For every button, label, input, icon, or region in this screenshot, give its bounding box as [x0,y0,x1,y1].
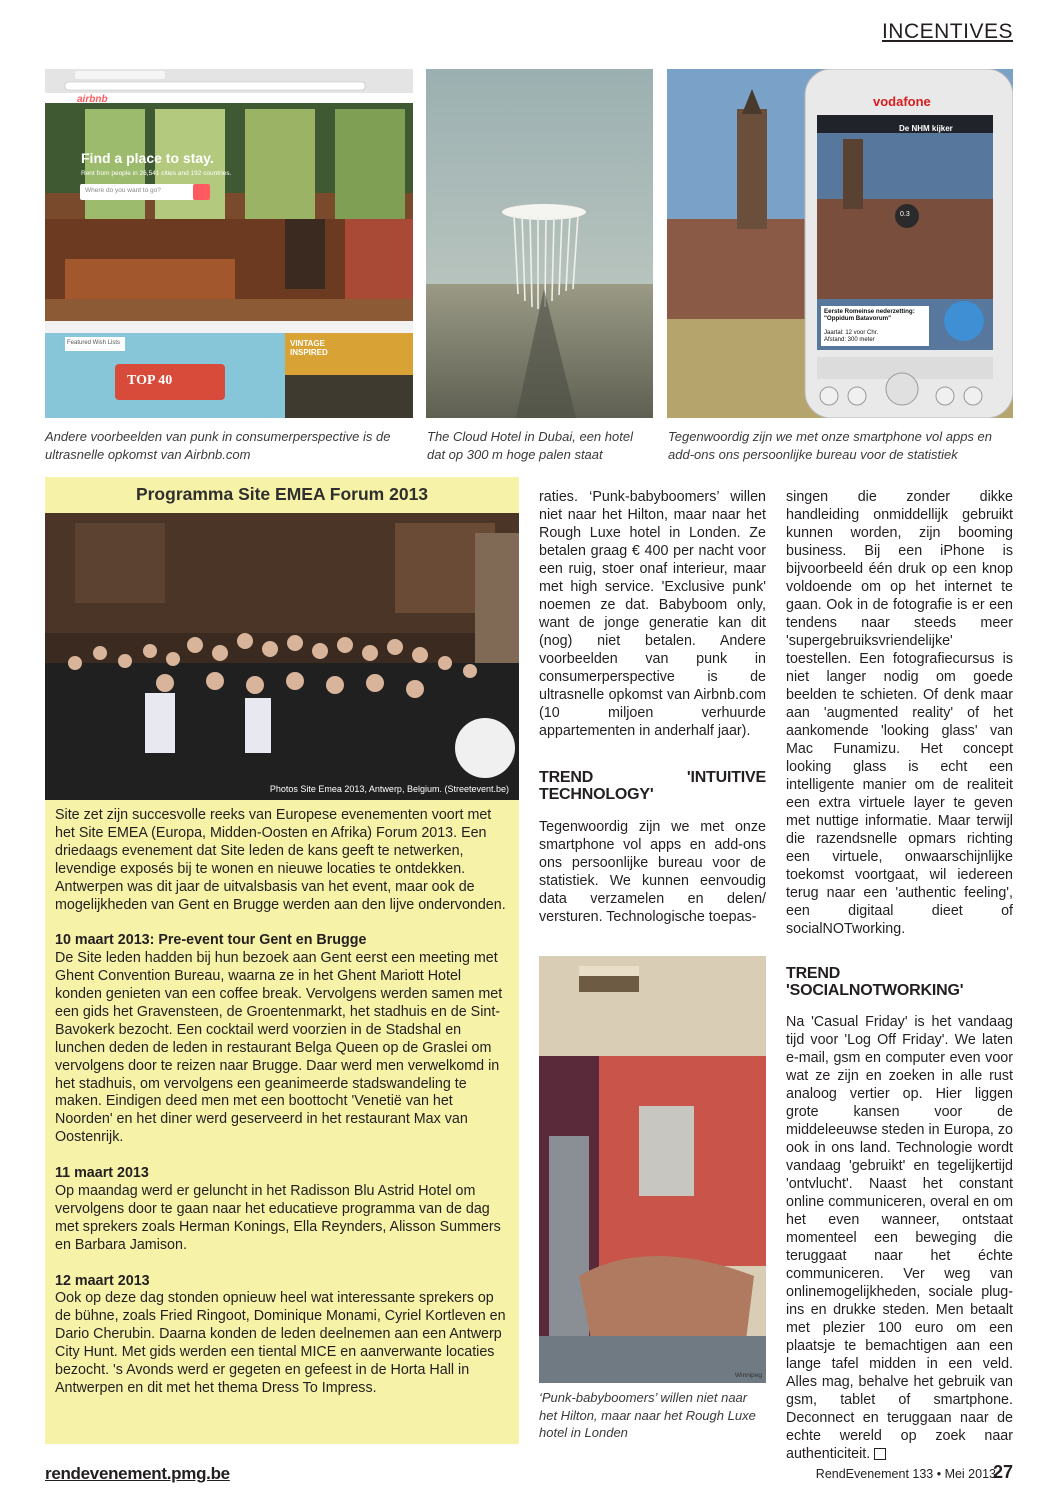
sidebar-title: Programma Site EMEA Forum 2013 [135,484,429,504]
footer-issue: RendEvenement 133 • Mei 2013 [815,1467,996,1481]
phone-distance-badge: 0.3 [900,211,910,218]
dubai-cloud-hotel-photo [426,69,653,418]
phone-info-distance: Afstand: 300 meter [824,337,875,343]
day3-heading: 12 maart 2013 [55,1272,150,1289]
group-photo-credit: Photos Site Emea 2013, Antwerp, Belgium. (Streetevent.be) [269,784,509,794]
bath-caption: ‘Punk-babyboomers’ willen niet naar het Hilton, maar naar het Rough Luxe hotel in Londen [539,1390,756,1440]
phone-brand: vodafone [873,94,931,109]
article-column-middle [539,488,766,926]
group-photo [45,513,519,800]
airbnb-search-input: Where do you want to go? [85,187,161,194]
day1-heading: 10 maart 2013: Pre-event tour Gent en Brugge [55,932,367,949]
dubai-caption: The Cloud Hotel in Dubai, een hotel dat op 300 m hoge palen staat [427,429,633,462]
end-mark-icon [874,1448,886,1460]
col2-paragraph-2-text: Na 'Casual Friday' is het vandaag tijd voor 'Log Off Friday'. We laten e-mail, gsm en computer even voor wat ze zijn en zoeken in alle rust analoog vertier op. Hier liggen grote kansen voor de middeleeuwse steden in Europa, zo ook in ons land. Technologie wordt vandaag 'gebruikt' en tegelijkertijd 'ontvlucht'. Naast het constant online communiceren, overal en om het even wanneer, ontstaat momenteel een beweging die teruggaat naar het échte communiceren. Ver weg van onlinemogelijkheden, sociale plug-ins en drukke steden. Men betaalt met plezier 100 euro om een plaatsje te bemachtigen aan een lange tafel midden in een veld. Alles mag, behalve het gebruik van gsm, tablet of smartphone. Deconnect en teruggaan naar de echte wereld op zoek naar authenticiteit. [786,1014,1013,1462]
bath-photo-credit: Winnipeg [734,1372,762,1379]
airbnb-screenshot-photo [45,69,413,418]
day1-text: De Site leden hadden bij hun bezoek aan Gent eerst een meeting met Ghent Convention Bureau, waarna ze in het Ghent Mariott Hotel konden genieten van een coffee break. Vervolgens werden samen met een gids het Gravensteen, de Groentenmarkt, het stadhuis en de Sint-Bavokerk bezocht. Een cocktail werd voorzien in de Stadshal en lunchen deden de leden in restaurant Belga Queen op de Graslei om vervolgens door te reizen naar Brugge. Daar werd men verwelkomd in het stadhuis, om vervolgens een geanimeerde stadswandeling te maken. Eindigen deed men met een boottocht 'Venetië van het Noorden' en het diner werd geserveerd in het restaurant Max van Oostenrijk. [55,950,503,1146]
page-number: 27 [992,1462,1013,1482]
airbnb-featured-label: Featured Wish Lists [67,340,121,346]
heading-socialnotworking: TREND 'SOCIALNOTWORKING' [786,965,964,999]
airbnb-caption: Andere voorbeelden van punk in consumerperspective is de ultrasnelle opkomst van Airbnb.com [45,429,391,462]
airbnb-vintage-label: VINTAGE INSPIRED [290,339,328,357]
heading-intuitive-technology: TREND 'INTUITIVE TECHNOLOGY' [539,769,766,803]
phone-app-title: De NHM kijker [899,124,953,133]
day2-text: Op maandag werd er geluncht in het Radisson Blu Astrid Hotel om vervolgens door te gaan naar het educatieve programma van de dag met sprekers zoals Herman Konings, Ella Reynders, Alisson Summers en Barbara Jamison. [55,1183,501,1253]
rough-luxe-bath-photo [539,956,766,1383]
col1-paragraph-2: Tegenwoordig zijn we met onze smartphone vol apps en add-ons ons persoonlijke bureau voor de statistiek. We kunnen eenvoudig data verzamelen en delen/ versturen. Technologische toepas- [539,819,766,925]
airbnb-top40-badge: TOP 40 [127,373,173,388]
phone-info-title: Eerste Romeinse nederzetting: "Oppidum Batavorum" [824,308,915,322]
section-label: INCENTIVES [881,20,1013,43]
phone-info-year: Jaartal: 12 voor Chr. [824,330,879,336]
col2-paragraph-1: singen die zonder dikke handleiding onmiddellijk gebruikt kunnen worden, zijn booming business. Bij een iPhone is bijvoorbeeld één druk op een knop voldoende om op het internet te gaan. Ook in de fotografie is er een tendens naar steeds meer 'supergebruiksvriendelijke' toestellen. Een fotografiecursus is niet langer nodig om goede beelden te schieten. Of denk maar aan 'augmented reality' of het aankomende 'looking glass' van Mac Funamizu. Het concept looking glass is echt een intelligente manier om de realiteit een extra virtuele layer te geven met nuttige informatie. Maar terwijl die razendsnelle opmars richting een virtuele, onwaarschijnlijke toekomst voortgaat, wil iedereen terug naar een 'authentic feeling', een digitaal dieet of socialNOTworking. [786,489,1013,937]
sidebar-intro: Site zet zijn succesvolle reeks van Europese evenementen voort met het Site EMEA (Europa, Midden-Oosten en Afrika) Forum 2013. Een driedaags evenement dat Site leden de kans geeft te netwerken, levendige exposés bij te wonen en nieuwe locaties te ontdekken. Antwerpen was dit jaar de uitvalsbasis van het event, maar ook de mogelijkheden van Gent en Brugge werden aan den lijve ondervonden. [55,807,506,913]
day3-text: Ook op deze dag stonden opnieuw heel wat interessante sprekers op de bühne, zoals Fried Ringoot, Dominique Monami, Cyriel Kortleven en Dario Cherubin. Daarna konden de leden deelnemen aan een Antwerp City Hunt. Met gids werden een tiental MICE en aanverwante locaties bezocht. 's Avonds werd er gegeten en gefeest in de Horta Hall in Antwerpen en dit met het thema Dress To Impress. [55,1290,506,1396]
footer-url-link[interactable]: rendevenement.pmg.be [45,1464,230,1483]
smartphone-ar-photo [667,69,1013,418]
phone-caption: Tegenwoordig zijn we met onze smartphone vol apps en add-ons ons persoonlijke bureau voor de statistiek [668,429,992,462]
col1-paragraph-1: raties. ‘Punk-babyboomers’ willen niet naar het Hilton, maar naar het Rough Luxe hotel in Londen. Ze betalen graag € 400 per nacht voor een ruig, stoer onaf interieur, maar met high service. 'Exclusive punk' noemen ze dat. Babyboom only, want de jonge generatie kan dit (nog) niet betalen. Andere voorbeelden van punk in consumerperspective is de ultrasnelle opkomst van Airbnb.com (10 miljoen verhuurde appartementen in anderhalf jaar). [539,489,766,739]
programme-sidebar [45,477,519,1444]
airbnb-headline: Find a place to stay. [81,150,214,166]
day2-heading: 11 maart 2013 [55,1165,149,1182]
article-column-right [786,488,1013,1463]
col2-paragraph-2 [786,1013,1013,1463]
airbnb-subline: Rent from people in 26,541 cities and 192 countries. [81,170,231,177]
sidebar-body [55,807,511,1416]
airbnb-logo: airbnb [77,94,108,105]
